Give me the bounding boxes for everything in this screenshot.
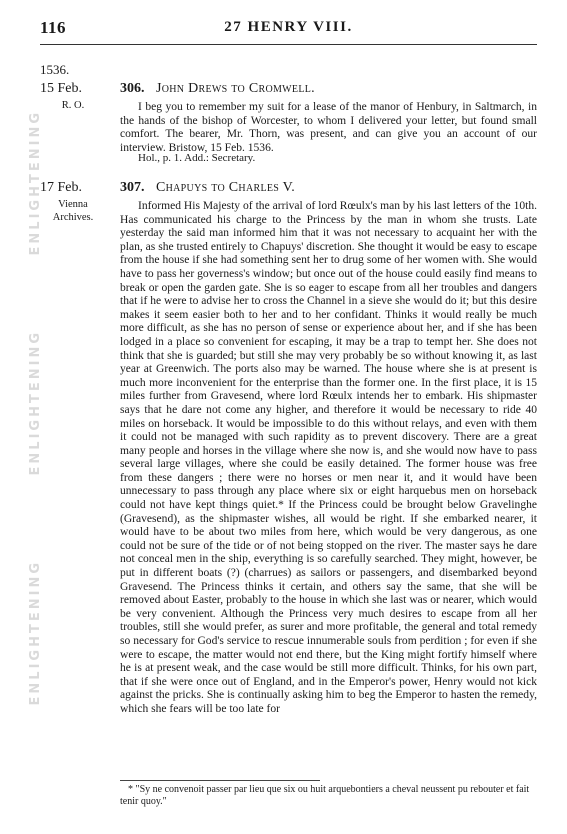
page-number: 116 <box>40 18 67 37</box>
footnote-rule <box>120 780 320 781</box>
entry-title: John Drews to Cromwell. <box>156 81 315 96</box>
entry-body <box>120 200 537 717</box>
watermark: ENLIGHTENING <box>28 330 43 476</box>
entry-title: Chapuys to Charles V. <box>156 180 296 195</box>
watermark: ENLIGHTENING <box>28 560 43 706</box>
footnote: * "Sy ne convenoit passer par lieu que six ou huit arquebontiers a cheval neussent pu rebouter et fait tenir quoy." <box>120 784 530 807</box>
header-rule <box>40 44 537 45</box>
entry-trailer: Hol., p. 1. Add.: Secretary. <box>138 152 256 164</box>
watermark: ENLIGHTENING <box>28 110 43 256</box>
entry-source: Vienna Archives. <box>52 199 94 223</box>
page-header <box>40 18 537 40</box>
running-head: 27 HENRY VIII. <box>224 19 353 35</box>
margin-year: 1536. <box>40 62 70 77</box>
entry-date: 17 Feb. <box>40 180 82 195</box>
entry-source: R. O. <box>61 100 85 111</box>
entry-heading <box>120 81 537 97</box>
entry-body <box>120 101 537 155</box>
entry-number: 307. <box>120 180 145 195</box>
entry-number: 306. <box>120 81 145 96</box>
entry-heading <box>120 180 537 196</box>
entry-date: 15 Feb. <box>40 81 82 96</box>
entry-paragraph: Informed His Majesty of the arrival of lord Rœulx's man by his last letters of the 10th. Has communicated his charge to the Princess by the man in whom she trusts. Late yesterday the said man informed him that it was not necessary to acquaint her with the plan, as she trusted entirely to Chapuys' discretion. She thought it would be easy to escape from the house if she had something sent her to drug some of her women with. She would have to pass her governess's window; but once out of the house could easily find means to break or open the garden gate. She is so eager to escape from all her troubles and dangers that if he were to advise her to cross the Channel in a sieve she would do it; but this desire makes it seem easier both to her and to her confidant. Thinks it would really be much more difficult, as she has no person of sense or experience about her, and if she has been lodged in a place so convenient for escaping, it may be a trap to tempt her. She does not think that she is guarded; but still she may very probably be so without knowing it, as last year at Greenwich. The ports also may be warned. The house where she is at present is much more inconvenient for the enterprise than the former one. In the first place, it is 15 miles further from Gravesend, where lord Rœulx intends her to embark. His shipmaster says that he dare not come any higher, and therefore it would be necessary to ride 40 miles on horseback. It would be impossible to do this without relays, and even with them it could not be managed with such rapidity as to prevent discovery. There are a great many people and horses in the village where she now is, and she would now have to pass several large villages, where she could be easily detained. The former house was free from these dangers ; there were no horses or men near it, and it would have been unnecessary to pass through any place where six or eight harquebus men on horseback could not have kept things quiet.* If the Princess could be brought below Gravelinghe (Gravesend), as the shipmaster wishes, all would be right. If she embarked nearer, it would have to be about two miles from here, which would be very dangerous, as one could not be sure of the tide or of not being stopped on the river. The master says he dare not conceal men in the ship, everything is so carefully searched. They might, however, be put in different boats (?) (charrues) as sailors or passengers, and disembarked beyond Gravesend. The Princess thinks it certain, and others say the same, that she will be removed about Easter, probably to the house in which she last was or nearer, which would be very convenient. Although the Princess very much desires to escape from all her troubles, still she would prefer, as surer and more profitable, the general and total remedy so necessary for God's service to rescue innumerable souls from perdition ; for even if she were to escape, the matter would not end there, but the King might fortify himself where he is at present weak, and the case would be still more difficult. Thinks, for his own part, that if she were once out of England, and in the Emperor's power, Henry would not kick against the pricks. She is continually asking him to beg the Emperor to hasten the remedy, which she fears will be too late for <box>120 200 537 715</box>
entry-paragraph: I beg you to remember my suit for a lease of the manor of Henbury, in Saltmarch, in the hands of the bishop of Worcester, to whom I delivered your letter, but found small comfort. The bearer, Mr. Thorn, was present, and can give you an account of our interview. Bristow, 15 Feb. 1536. <box>120 101 537 154</box>
